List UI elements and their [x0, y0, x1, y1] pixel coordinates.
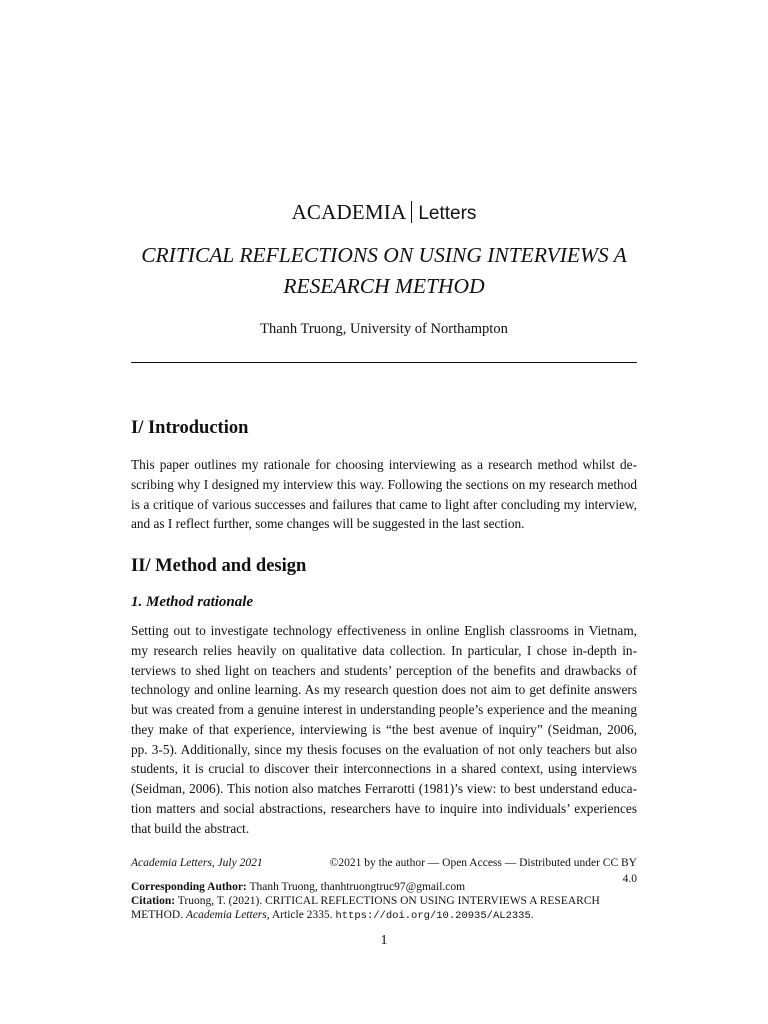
- doi-link[interactable]: https://doi.org/10.20935/AL2335: [335, 910, 531, 922]
- citation-end: .: [530, 909, 534, 921]
- text-line: technology and online learning. As my research question does not aim to get definite answers: [131, 682, 637, 698]
- citation-journal: Academia Letters: [185, 909, 267, 921]
- text-line: This paper outlines my rationale for choosing interviewing as a research method whilst de-: [131, 457, 637, 472]
- subsection-heading-method-rationale: 1. Method rationale: [131, 594, 254, 610]
- section-heading-introduction: I/ Introduction: [131, 418, 249, 438]
- text-line: (Seidman, 2006). This notion also matches Ferrarotti (1981)’s view: to best understand educa-: [131, 781, 637, 796]
- method-paragraph: [131, 621, 637, 838]
- corresponding-author: [131, 880, 637, 894]
- title-line: CRITICAL REFLECTIONS ON USING INTERVIEWS A: [141, 243, 627, 267]
- introduction-paragraph: [131, 455, 637, 534]
- title-line: RESEARCH METHOD: [283, 274, 485, 298]
- author-affiliation: Thanh Truong, University of Northampton: [260, 321, 508, 337]
- citation-continued: [131, 908, 637, 923]
- text-line: but was created from a genuine interest in understanding people’s experience and the meaning: [131, 702, 637, 717]
- text-line: tion matters and social abstractions, researchers have to inquire into individuals’ experiences: [131, 800, 637, 816]
- citation-article: , Article 2335.: [266, 909, 333, 921]
- citation-text-2: METHOD.: [131, 909, 184, 921]
- text-line: terviews to shed light on teachers and students’ perception of the benefits and drawbacks of: [131, 662, 637, 678]
- text-line: scribing why I designed my interview this way. Following the sections on my research method: [131, 476, 637, 492]
- journal-date: Academia Letters, July 2021: [131, 857, 263, 869]
- license-notice: ©2021 by the author — Open Access — Distributed under CC BY 4.0: [329, 857, 637, 885]
- text-line: pp. 3-5). Additionally, since my thesis focuses on the evaluation of not only teachers but also: [131, 741, 637, 757]
- corresponding-label: Corresponding Author:: [131, 881, 247, 893]
- journal-brand: ACADEMIA: [291, 200, 407, 224]
- text-line: is a critique of various successes and failures that came to light after concluding my interview,: [131, 496, 637, 512]
- text-line: they make of that experience, interviewing is “the best avenue of inquiry” (Seidman, 2006,: [131, 721, 637, 737]
- citation: [131, 894, 637, 908]
- corresponding-value: Thanh Truong, thanhtruongtruc97@gmail.com: [249, 881, 466, 893]
- page-number: 1: [380, 933, 388, 948]
- journal-section: Letters: [418, 203, 477, 224]
- text-line: my research relies heavily on qualitative data collection. In particular, I chose in-depth in-: [131, 642, 637, 658]
- citation-text: Truong, T. (2021). CRITICAL REFLECTIONS ON USING INTERVIEWS A RESEARCH: [177, 895, 600, 907]
- header-rule: [131, 362, 637, 363]
- text-line: students, it is crucial to discover their interconnections in a shared context, using interviews: [131, 761, 637, 777]
- citation-label: Citation:: [131, 895, 176, 907]
- text-line: and as I reflect further, some changes will be suggested in the last section.: [131, 516, 525, 532]
- text-line: that build the abstract.: [131, 820, 250, 836]
- article-title: [100, 240, 668, 302]
- article-metadata: [131, 880, 637, 923]
- text-line: Setting out to investigate technology effectiveness in online English classrooms in Vietnam,: [131, 623, 637, 638]
- masthead-divider: [411, 201, 412, 223]
- section-heading-method: II/ Method and design: [131, 556, 307, 576]
- journal-masthead: [0, 198, 768, 228]
